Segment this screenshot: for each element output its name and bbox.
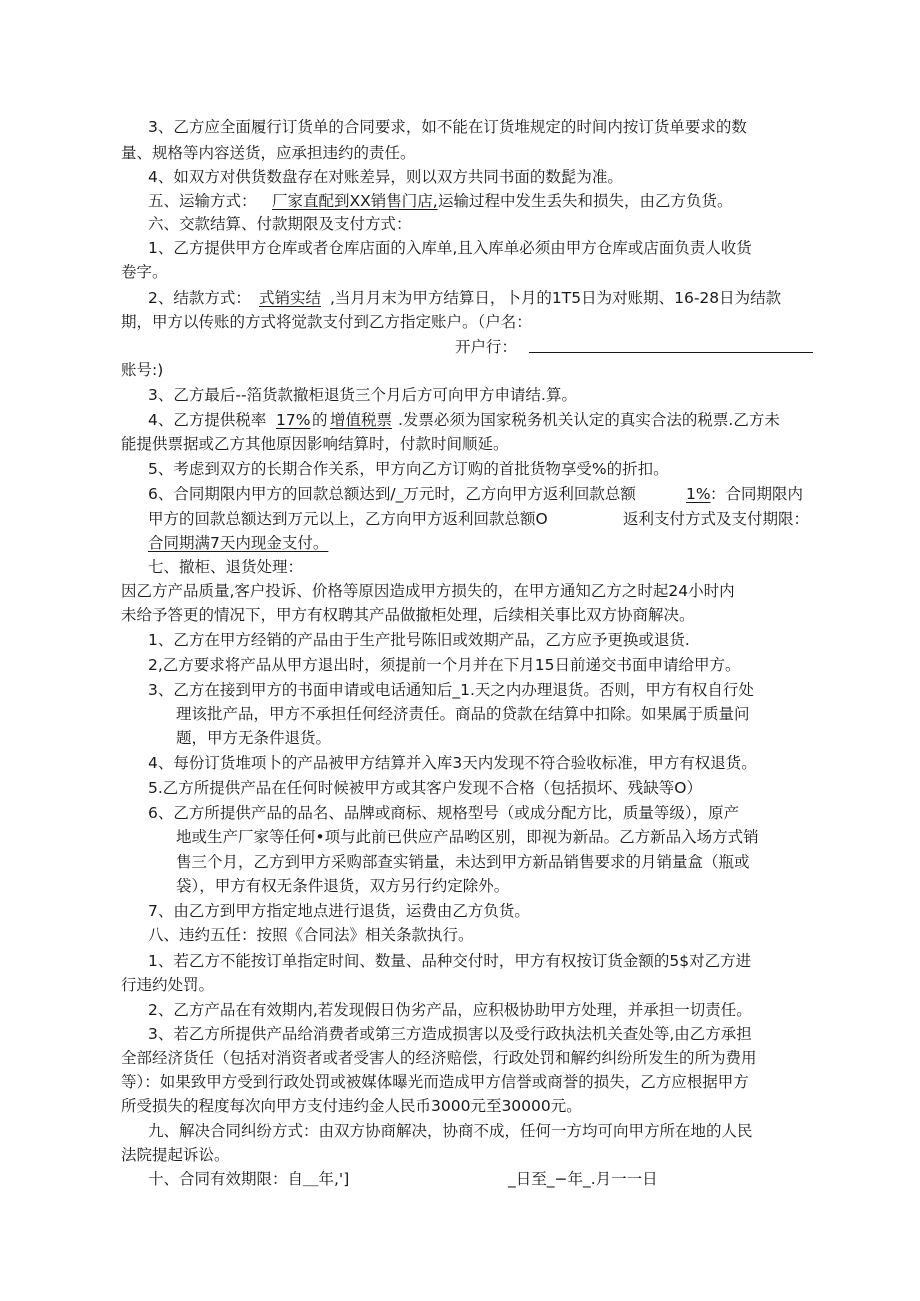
text-line: 运输过程中发生丢失和损失，由乙方负货。 [438, 192, 733, 210]
text-line: 2,乙方要求将产品从甲方退出时，须提前一个月并在下月15日前递交书面申请给甲方。 [148, 656, 741, 674]
text-line: ：合同期限内 [710, 485, 804, 503]
text-line: 1、乙方提供甲方仓库或者仓库店面的入库单,且入库单必须由甲方仓库或店面负责人收货 [148, 239, 752, 257]
text-line: 账号:) [121, 361, 164, 379]
text-line: 甲方的回款总额达到万元以上，乙方向甲方返利回款总额O [148, 510, 548, 528]
text-line: 题，甲方无条件退货。 [176, 729, 332, 747]
text-line: 全部经济货任（包括对消资者或者受害人的经济赔偿，行政处罚和解约纠纷所发生的所为费用 [121, 1049, 757, 1067]
text-line: 6、合同期限内甲方的回款总额达到/_万元时，乙方向甲方返利回款总额 [148, 485, 636, 503]
text-line: 厂家直配到XX销售门店, [272, 192, 438, 210]
text-line: _日至_−年_.月一一日 [508, 1170, 658, 1188]
text-line: 袋），甲方有权无条件退货，双方另行约定除外。 [176, 877, 510, 895]
text-line: 6、乙方所提供产品的品名、品牌或商标、规格型号（或成分配方比，质量等级），原产 [148, 804, 740, 822]
text-line: 4、每份订货堆项卜的产品被甲方结算并入库3天内发现不符合验收标准，甲方有权退货。 [148, 754, 757, 772]
text-line: 地或生产厂家等任何•项与此前已供应产品哟区别，即视为新品。乙方新品入场方式销 [176, 828, 759, 846]
text-line: 五、运输方式： [148, 192, 257, 210]
text-line: .发票必须为国家税务机关认定的真实合法的税票.乙方未 [398, 411, 780, 429]
text-line: 5.乙方所提供产品在任何时候被甲方或其客户发现不合格（包括损坏、残缺等O） [148, 779, 702, 797]
text-line: 八、违约五任：按照《合同法》相关条款执行。 [148, 926, 474, 944]
text-line: 理该批产品，甲方不承担任何经济责任。商品的贷款在结算中扣除。如果属于质量问 [176, 705, 750, 723]
text-line: 售三个月，乙方到甲方采购部查实销量，未达到甲方新品销售要求的月销量盒（瓶或 [176, 853, 750, 871]
text-line: 返利支付方式及支付期限： [623, 510, 810, 528]
text-line: 4、如双方对供货数盘存在对账差异，则以双方共同书面的数髭为准。 [148, 168, 623, 186]
text-line: 1% [686, 485, 711, 503]
underline-blank [529, 352, 813, 353]
text-line: 合同期满7天内现金支付。 [148, 534, 329, 552]
text-line: 式销实结 [259, 289, 322, 307]
text-line: 7、由乙方到甲方指定地点进行退货，运费由乙方负货。 [148, 902, 530, 920]
text-line: ,当月月末为甲方结算日，卜月的1T5日为对账期、16-28日为结款 [330, 289, 782, 307]
text-line: 17% [276, 411, 311, 429]
text-line: 2、结款方式： [148, 289, 251, 307]
text-line: 因乙方产品质量,客户投诉、价格等原因造成甲方损失的，在甲方通知乙方之时起24小时内 [121, 582, 735, 600]
text-line: 1、若乙方不能按订单指定时间、数量、品种交付时，甲方有权按订货金额的5$对乙方进 [148, 952, 752, 970]
text-line: 十、合同有效期限：自＿年,'] [148, 1170, 350, 1188]
text-line: 3、乙方在接到甲方的书面申请或电话通知后_1.天之内办理退货。否则，甲方有权自行处 [148, 681, 754, 699]
text-line: 六、交款结算、付款期限及支付方式： [148, 215, 412, 233]
text-line: 3、乙方应全面履行订货单的合同要求，如不能在订货堆规定的时间内按订货单要求的数 [148, 118, 747, 136]
text-line: 的 [312, 411, 328, 429]
text-line: 未给予答更的情况下，甲方有权聘其产品做撤柜处理，后续相关事比双方协商解决。 [121, 606, 695, 624]
text-line: 量、规格等内容送货，应承担违约的责任。 [121, 144, 416, 162]
text-line: 卷字。 [121, 263, 168, 281]
text-line: 法院提起诉讼。 [121, 1146, 230, 1164]
text-line: 3、若乙方所提供产品给消费者或第三方造成损害以及受行政执法机关查处等,由乙方承担 [148, 1025, 752, 1043]
text-line: 2、乙方产品在有效期内,若发现假日伪劣产品，应积极协助甲方处理，并承担一切责任。 [148, 1001, 752, 1019]
text-line: 等）：如果致甲方受到行政处罚或被媒体曝光而造成甲方信誉或商誉的损失，乙方应根据甲方 [121, 1073, 749, 1091]
text-line: 开户行： [455, 338, 518, 356]
text-line: 能提供票据或乙方其他原因影响结算时，付款时间顺延。 [121, 435, 509, 453]
text-line: 七、撤柜、退货处理： [148, 558, 304, 576]
text-line: 4、乙方提供税率 [148, 411, 267, 429]
text-line: 期，甲方以传账的方式将觉款支付到乙方指定账户。（户名： [121, 313, 532, 331]
text-line: 3、乙方最后--箔货款撤柜退货三个月后方可向甲方申请结.算。 [148, 386, 577, 404]
text-line: 增值税票 [330, 411, 393, 429]
text-line: 1、乙方在甲方经销的产品由于生产批号陈旧或效期产品，乙方应予更换或退货. [148, 631, 690, 649]
text-line: 九、解决合同纠纷方式：由双方协商解决，协商不成，任何一方均可向甲方所在地的人民 [148, 1122, 753, 1140]
text-line: 5、考虑到双方的长期合作关系，甲方向乙方订购的首批货物享受%的折扣。 [148, 460, 669, 478]
text-line: 行违约处罚。 [121, 976, 215, 994]
text-line: 所受损失的程度每次向甲方支付违约金人民币3000元至30000元。 [121, 1097, 582, 1115]
